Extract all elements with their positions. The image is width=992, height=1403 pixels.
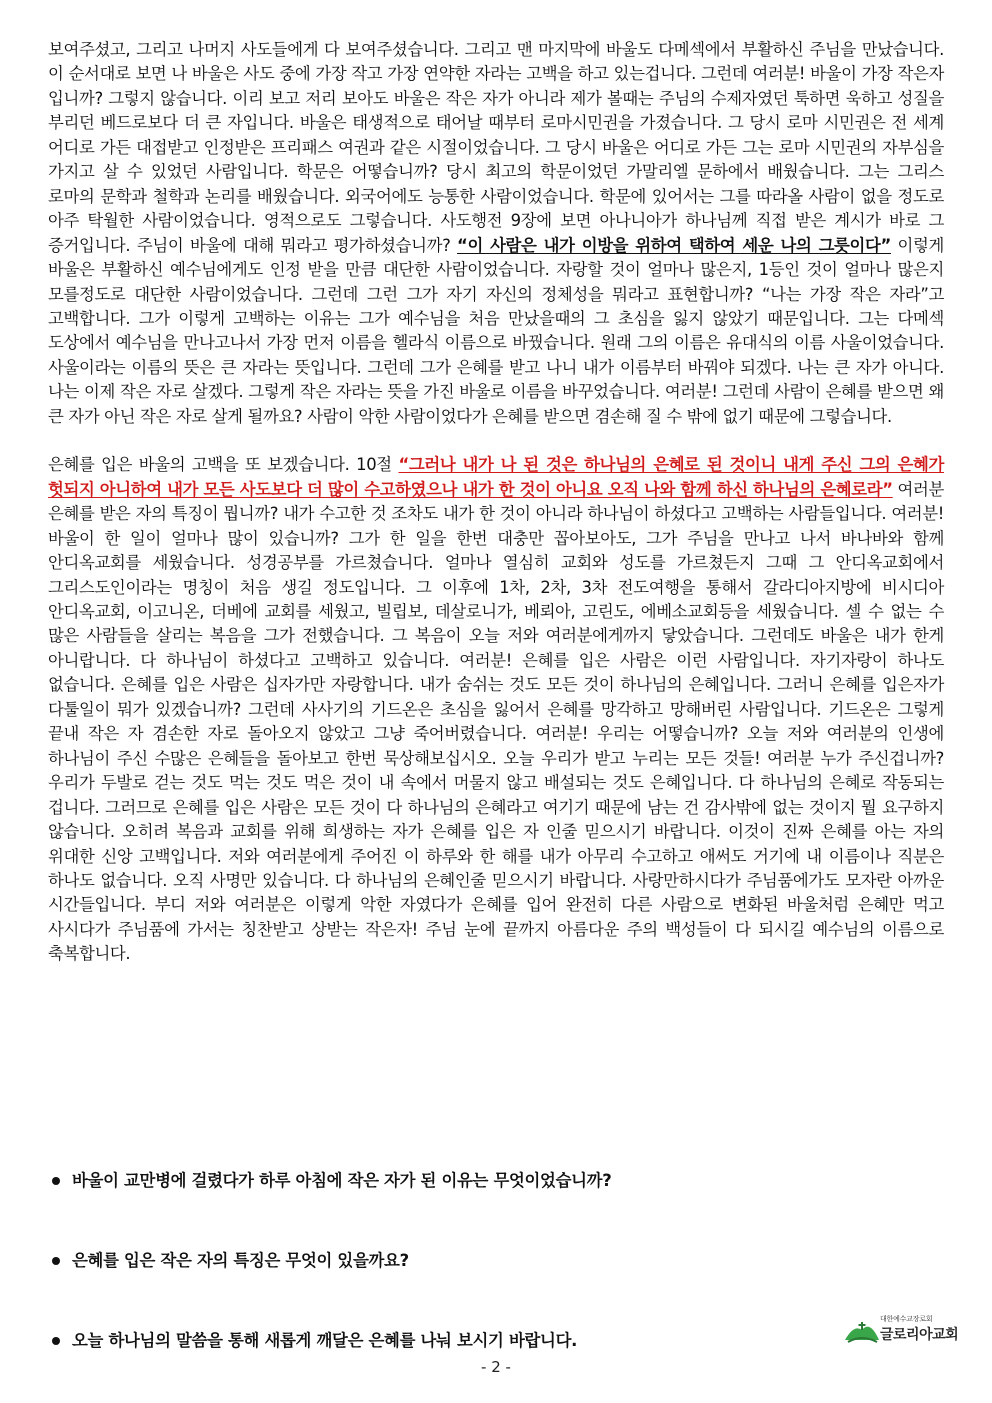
bullet-icon xyxy=(52,1177,60,1185)
bullet-icon xyxy=(52,1257,60,1265)
paragraph-2-text-b: 여러분 은혜를 받은 자의 특징이 뭡니까? 내가 수고한 것 조차도 내가 한 것이 아니라 하나님이 하셨다고 고백하는 사람들입니다. 여러분! 바울이 한 일이 얼마나 많이 있습니까? 그가 한 일을 한번 대충만 꼽아보아도, 그가 주님을 만나고 나서 바나바와 함께 안디옥교회를 세웠습니다. 성경공부를 가르쳤습니다. 얼마나 열심히 교회와 성도를 가르쳤든지 그때 그 안디옥교회에서 그리스도인이라는 명칭이 처음 생길 정도입니다. 그 이후에 1차, 2차, 3차 전도여행을 통해서 갈라디아지방에 비시디아 안디옥교회, 이고니온, 더베에 교회를 세웠고, 빌립보, 데살로니가, 베뢰아, 고린도, 에베소교회등을 세웠습니다. 셀 수 없는 수 많은 사람들을 살리는 복음을 그가 전했습니다. 그 복음이 오늘 저와 여러분에게까지 닿았습니다. 그런데도 바울은 내가 한게 아니랍니다. 다 하나님이 하셨다고 고백하고 있습니다. 여러분! 은혜를 입은 사람은 이런 사람입니다. 자기자랑이 하나도 없습니다. 은혜를 입은 사람은 십자가만 자랑합니다. 내가 숨쉬는 것도 모든 것이 하나님의 은혜입니다. 그러니 은혜를 입은자가 다툴일이 뭐가 있겠습니까? 그런데 사사기의 기드온은 초심을 잃어서 은혜를 망각하고 망해버린 사람입니다. 기드온은 그렇게 끝내 작은 자 겸손한 자로 돌아오지 않았고 그냥 죽어버렸습니다. 여러분! 우리는 어떻습니까? 오늘 저와 여러분의 인생에 하나님이 주신 수많은 은혜들을 돌아보고 한번 묵상해보십시오. 오늘 우리가 받고 누리는 모든 것들! 여러분 누가 주신겁니까? 우리가 두발로 걷는 것도 먹는 것도 먹은 것이 내 속에서 머물지 않고 배설되는 것도 은혜입니다. 다 하나님의 은혜로 작동되는 겁니다. 그러므로 은혜를 입은 사람은 모든 것이 다 하나님의 은혜라고 여기기 때문에 남는 건 감사밖에 없는 것이지 뭘 요구하지 않습니다. 오히려 복음과 교회를 위해 희생하는 자가 은혜를 입은 자 인줄 믿으시기 바랍니다. 이것이 진짜 은혜를 아는 자의 위대한 신앙 고백입니다. 저와 여러분에게 주어진 이 하루와 한 해를 내가 아무리 수고하고 애써도 거기에 내 이름이나 직분은 하나도 없습니다. 오직 사명만 있습니다. 다 하나님의 은혜인줄 믿으시기 바랍니다. 사랑만하시다가 주님품에가도 모자란 아까운 시간들입니다. 부디 저와 여러분은 이렇게 악한 자였다가 은혜를 입어 완전히 다른 사람으로 변화된 바울처럼 은혜만 먹고 사시다가 주님품에 가서는 칭찬받고 상받는 작은자! 주님 눈에 끝까지 아름다운 주의 백성들이 다 되시길 예수님의 이름으로 축복합니다. xyxy=(48,479,944,964)
question-text: 바울이 교만병에 걸렸다가 하루 아침에 작은 자가 된 이유는 무엇이었습니까? xyxy=(72,1171,612,1190)
paragraph-1-quote: “이 사람은 내가 이방을 위하여 택하여 세운 나의 그릇이다” xyxy=(457,235,891,255)
church-logo xyxy=(844,1314,959,1352)
sermon-body xyxy=(48,38,944,967)
question-item xyxy=(48,1327,577,1351)
question-item xyxy=(48,1167,611,1191)
paragraph-2-quote: “그러나 내가 나 된 것은 하나님의 은혜로 된 것이니 내게 주신 그의 은혜가 헛되지 아니하여 내가 모든 사도보다 더 많이 수고하였으나 내가 한 것이 아니요 오직 나와 함께 하신 하나님의 은혜로라” xyxy=(48,455,944,499)
paragraph-1 xyxy=(48,38,944,429)
page-number: - 2 - xyxy=(481,1358,511,1376)
paragraph-1-text-a: 보여주셨고, 그리고 나머지 사도들에게 다 보여주셨습니다. 그리고 맨 마지막에 바울도 다메섹에서 부활하신 주님을 만났습니다. 이 순서대로 보면 나 바울은 사도 중에 가장 작고 가장 연약한 자라는 고백을 하고 있는겁니다. 그런데 여러분! 바울이 가장 작은자 입니까? 그렇지 않습니다. 이리 보고 저리 보아도 바울은 작은 자가 아니라 제가 볼때는 주님의 수제자였던 툭하면 욱하고 성질을 부리던 베드로보다 더 큰 자입니다. 바울은 태생적으로 태어날 때부터 로마시민권을 가졌습니다. 그 당시 로마 시민권은 전 세계 어디로 가든 대접받고 인정받은 프리패스 여권과 같은 시절이었습니다. 그 당시 바울은 어디로 가든 그는 로마 시민권의 자부심을 가지고 살 수 있었던 사람입니다. 학문은 어떻습니까? 당시 최고의 학문이었던 가말리엘 문하에서 배웠습니다. 그는 그리스 로마의 문학과 철학과 논리를 배웠습니다. 외국어에도 능통한 사람이었습니다. 학문에 있어서는 그를 따라올 사람이 없을 정도로 아주 탁월한 사람이었습니다. 영적으로도 그렇습니다. 사도행전 9장에 보면 아나니아가 하나님께 직접 받은 계시가 바로 그 증거입니다. 주님이 바울에 대해 뭐라고 평가하셨습니까? xyxy=(48,40,944,255)
bullet-icon xyxy=(52,1337,60,1345)
logo-church-name: 글로리아교회 xyxy=(880,1327,959,1343)
paragraph-1-text-b: 이렇게 바울은 부활하신 예수님에게도 인정 받을 만큼 대단한 사람이었습니다. 자랑할 것이 얼마나 많은지, 1등인 것이 얼마나 많은지 모를정도로 대단한 사람이었습니다. 그런데 그런 그가 자기 자신의 정체성을 뭐라고 표현합니까? “나는 가장 작은 자라”고 고백합니다. 그가 이렇게 고백하는 이유는 그가 예수님을 처음 만났을때의 그 초심을 잃지 않았기 때문입니다. 그는 다메섹 도상에서 예수님을 만나고나서 가장 먼저 이름을 헬라식 이름으로 바꿨습니다. 원래 그의 이름은 유대식의 이름 사울이었습니다. 사울이라는 이름의 뜻은 큰 자라는 뜻입니다. 그런데 그가 은혜를 받고 나니 내가 이름부터 바꿔야 되겠다. 나는 큰 자가 아니다. 나는 이제 작은 자로 살겠다. 그렇게 작은 자라는 뜻을 가진 바울로 이름을 바꾸었습니다. 여러분! 그런데 사람이 은혜를 받으면 왜 큰 자가 아닌 작은 자로 살게 될까요? 사람이 악한 사람이었다가 은혜를 받으면 겸손해 질 수 밖에 없기 때문에 그렇습니다. xyxy=(48,235,945,426)
question-text: 은혜를 입은 작은 자의 특징은 무엇이 있을까요? xyxy=(72,1251,409,1270)
church-mountain-icon xyxy=(844,1316,880,1346)
question-text: 오늘 하나님의 말씀을 통해 새롭게 깨달은 은혜를 나눠 보시기 바랍니다. xyxy=(72,1331,578,1350)
paragraph-2 xyxy=(48,453,944,967)
question-item xyxy=(48,1247,409,1271)
logo-denomination: 대한예수교장로회 xyxy=(880,1315,933,1323)
paragraph-2-text-a: 은혜를 입은 바울의 고백을 또 보겠습니다. 10절 xyxy=(48,455,399,475)
